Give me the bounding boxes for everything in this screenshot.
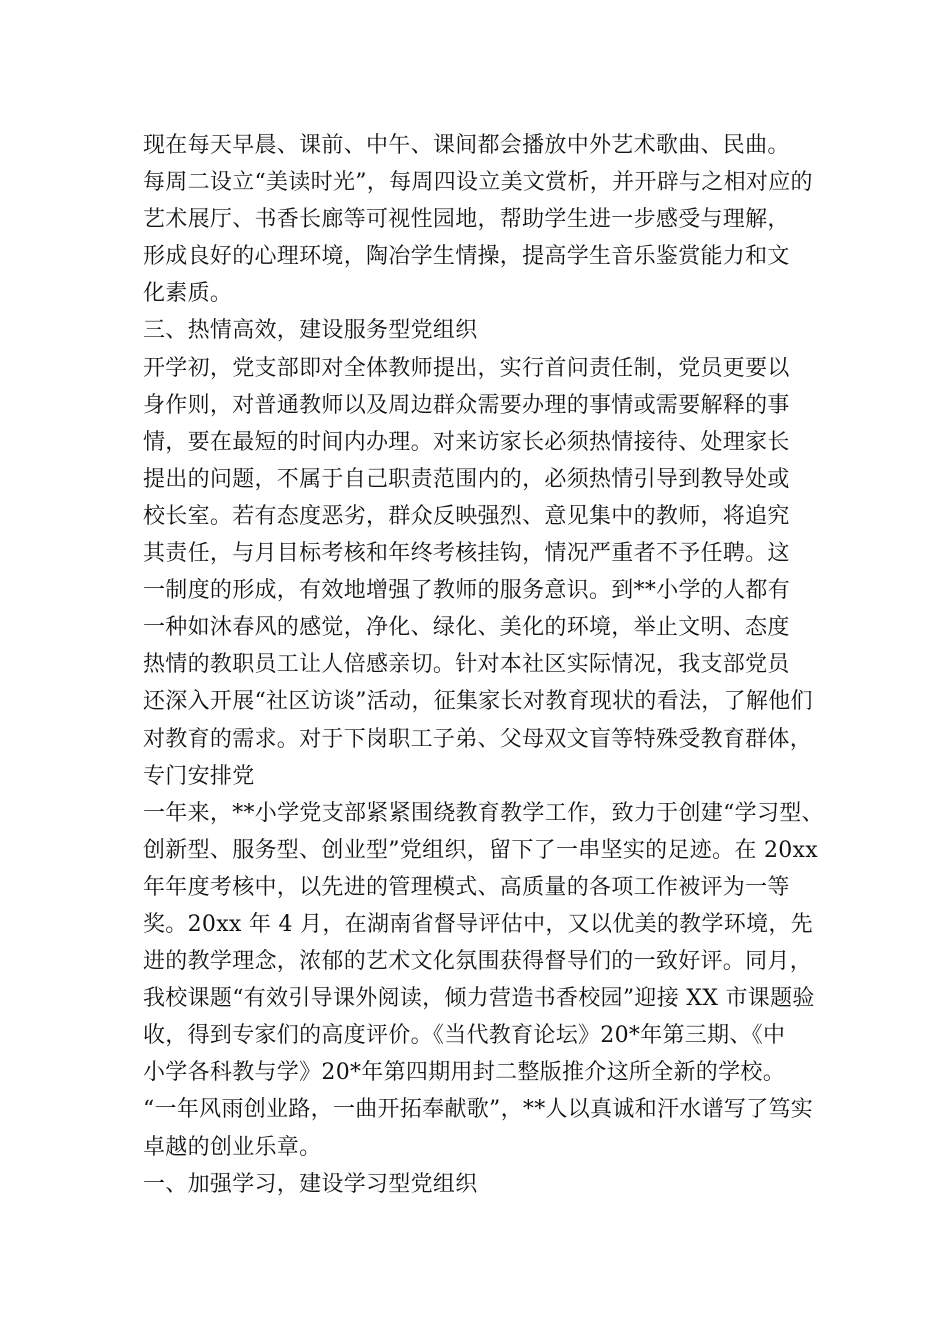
text-line-19: 一年来，**小学党支部紧紧围绕教育教学工作，致力于创建“学习型、 (143, 800, 824, 826)
text-line-13: 一制度的形成，有效地增强了教师的服务意识。到**小学的人都有 (143, 578, 791, 604)
text-line-25: 收，得到专家们的高度评价。《当代教育论坛》20*年第三期、《中 (143, 1023, 786, 1049)
text-line-9: 情，要在最短的时间内办理。对来访家长必须热情接待、处理家长 (143, 429, 790, 455)
text-line-22: 奖。20xx 年 4 月，在湖南省督导评估中，又以优美的教学环境，先 (143, 911, 813, 937)
text-line-18: 专门安排党 (143, 763, 255, 789)
text-line-3: 艺术展厅、书香长廊等可视性园地，帮助学生进一步感受与理解， (143, 207, 790, 233)
text-line-10: 提出的问题，不属于自己职责范围内的，必须热情引导到教导处或 (143, 466, 790, 492)
text-line-27: “一年风雨创业路，一曲开拓奉献歌”，**人以真诚和汗水谱写了笃实 (143, 1097, 814, 1123)
text-line-14: 一种如沐春风的感觉，净化、绿化、美化的环境，举止文明、态度 (143, 615, 790, 641)
text-line-20: 创新型、服务型、创业型”党组织，留下了一串坚实的足迹。在 20xx (143, 837, 818, 863)
text-line-2: 每周二设立“美读时光”，每周四设立美文赏析，并开辟与之相对应的 (143, 170, 813, 196)
text-line-7: 开学初，党支部即对全体教师提出，实行首问责任制，党员更要以 (143, 355, 790, 381)
text-line-5: 化素质。 (143, 281, 233, 307)
text-line-8: 身作则，对普通教师以及周边群众需要办理的事情或需要解释的事 (143, 392, 790, 418)
text-line-23: 进的教学理念，浓郁的艺术文化氛围获得督导们的一致好评。同月， (143, 949, 813, 975)
text-line-17: 对教育的需求。对于下岗职工子弟、父母双文盲等特殊受教育群体， (143, 726, 813, 752)
text-line-11: 校长室。若有态度恶劣，群众反映强烈、意见集中的教师，将追究 (143, 503, 790, 529)
text-line-28: 卓越的创业乐章。 (143, 1134, 322, 1160)
text-line-26: 小学各科教与学》20*年第四期用封二整版推介这所全新的学校。 (143, 1060, 785, 1086)
text-line-4: 形成良好的心理环境，陶冶学生情操，提高学生音乐鉴赏能力和文 (143, 244, 790, 270)
text-line-1: 现在每天早晨、课前、中午、课间都会播放中外艺术歌曲、民曲。 (143, 133, 790, 158)
text-line-15: 热情的教职员工让人倍感亲切。针对本社区实际情况，我支部党员 (143, 652, 790, 678)
section-heading-3: 三、热情高效，建设服务型党组织 (143, 318, 478, 344)
text-line-12: 其责任，与月目标考核和年终考核挂钩，情况严重者不予任聘。这 (143, 541, 790, 567)
text-line-21: 年年度考核中，以先进的管理模式、高质量的各项工作被评为一等 (143, 874, 790, 900)
document-body (143, 127, 823, 1203)
text-line-24: 我校课题“有效引导课外阅读，倾力营造书香校园”迎接 XX 市课题验 (143, 986, 815, 1012)
text-line-16: 还深入开展“社区访谈”活动，征集家长对教育现状的看法，了解他们 (143, 689, 813, 715)
section-heading-1: 一、加强学习，建设学习型党组织 (143, 1171, 478, 1197)
